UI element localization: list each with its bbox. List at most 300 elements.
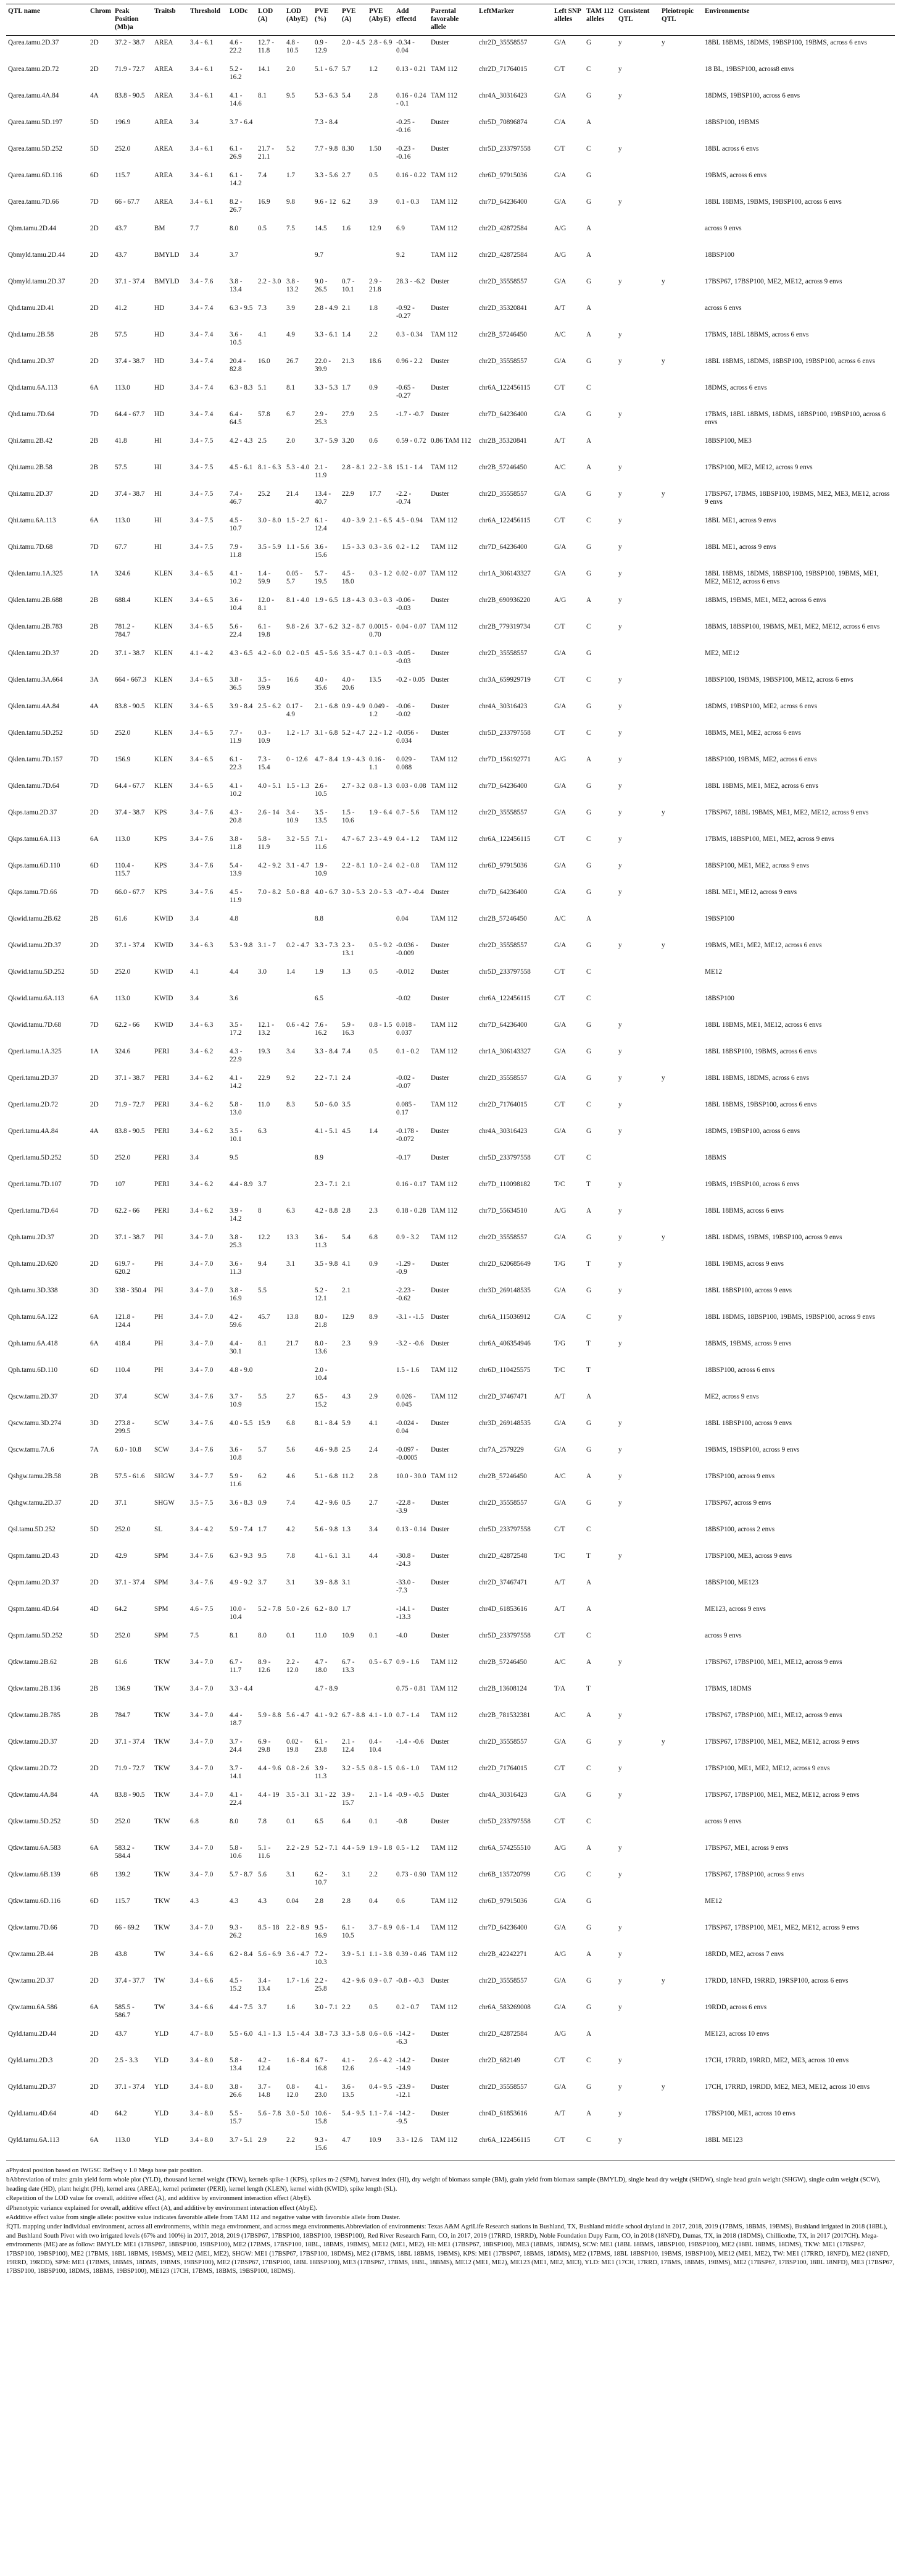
table-cell: y bbox=[618, 703, 622, 710]
table-cell: 4.0 - 6.7 bbox=[315, 889, 338, 896]
table-cell: T bbox=[586, 1366, 591, 1374]
table-cell: 3.4 - 6.2 bbox=[190, 1074, 214, 1082]
table-cell: 14.5 bbox=[315, 225, 327, 232]
table-cell: Qtkw.tamu.2B.136 bbox=[8, 1685, 60, 1692]
table-row bbox=[6, 1921, 895, 1947]
table-cell: 7D bbox=[90, 889, 99, 896]
table-cell: C bbox=[586, 1765, 591, 1772]
table-cell: 6D bbox=[90, 862, 99, 869]
table-row bbox=[6, 381, 895, 408]
table-cell: -0.06 - -0.03 bbox=[396, 596, 415, 613]
table-cell: 18BL 18BMS, ME1, ME2, across 6 envs bbox=[705, 782, 818, 790]
table-cell: 21.4 bbox=[286, 490, 299, 498]
table-row bbox=[6, 1894, 895, 1921]
table-cell: 9.9 bbox=[369, 1340, 378, 1347]
table-cell: 9.2 bbox=[396, 251, 405, 259]
table-cell: 5.4 - 9.5 bbox=[342, 2110, 365, 2117]
table-cell: y bbox=[618, 1712, 622, 1719]
table-cell: Qscw.tamu.3D.274 bbox=[8, 1420, 61, 1427]
table-cell: 18BL 18BMS, 18DMS, 18BSP100, 19BSP100, across 6 envs bbox=[705, 358, 875, 365]
table-cell: Qtkw.tamu.6D.116 bbox=[8, 1897, 60, 1905]
table-cell: 4A bbox=[90, 703, 99, 710]
table-cell: 0.3 - 1.2 bbox=[369, 570, 392, 577]
table-cell: Qkps.tamu.2D.37 bbox=[8, 809, 57, 816]
table-cell: -1.7 - -0.7 bbox=[396, 411, 424, 418]
table-cell: A bbox=[586, 331, 592, 338]
table-cell: 18BL 18DMS, 19BMS, 19BSP100, across 9 envs bbox=[705, 1234, 842, 1241]
table-cell: 1.5 - 10.6 bbox=[342, 809, 355, 825]
table-cell: 17BMS, 18BL 18BMS, 18DMS, 18BSP100, 19BSP100, across 6 envs bbox=[705, 411, 886, 427]
table-cell: 8.9 - 12.6 bbox=[258, 1658, 271, 1675]
table-cell: 8.1 bbox=[286, 384, 295, 391]
table-cell: 17BSP100, ME3, across 9 envs bbox=[705, 1552, 792, 1560]
table-cell: 3.4 - 7.4 bbox=[190, 411, 214, 418]
table-cell: 2.2 - 8.9 bbox=[286, 1924, 310, 1931]
table-cell: 4.4 - 30.1 bbox=[230, 1340, 243, 1356]
table-cell: 0.9 - 12.9 bbox=[315, 39, 328, 55]
table-row bbox=[6, 1204, 895, 1231]
table-row bbox=[6, 1735, 895, 1762]
table-cell: 4.4 - 9.6 bbox=[258, 1765, 281, 1772]
table-cell: 16.0 bbox=[258, 358, 270, 365]
table-cell: 1A bbox=[90, 570, 99, 577]
table-row bbox=[6, 1576, 895, 1602]
table-cell: 3.6 - 10.4 bbox=[230, 596, 243, 613]
table-cell: 41.8 bbox=[115, 437, 127, 445]
table-cell: 0.7 - 5.6 bbox=[396, 809, 420, 816]
table-cell: 0.1 - 0.2 bbox=[396, 1048, 420, 1055]
table-cell: 5.0 - 2.6 bbox=[286, 1605, 310, 1613]
table-cell: 688.4 bbox=[115, 596, 131, 604]
table-cell: y bbox=[618, 411, 622, 418]
table-cell bbox=[660, 726, 703, 753]
table-cell: 3.7 - 14.1 bbox=[230, 1765, 243, 1781]
table-cell: 18.6 bbox=[369, 358, 381, 365]
table-cell: chr2D_35558557 bbox=[479, 2083, 528, 2091]
table-cell: 2.2 - 8.1 bbox=[342, 862, 365, 869]
table-cell: 17BMS, 18BL 18BMS, across 6 envs bbox=[705, 331, 809, 338]
table-cell: 3.4 - 6.1 bbox=[190, 65, 214, 73]
table-cell: 1.6 bbox=[286, 2004, 295, 2011]
table-cell: 3.4 - 7.7 bbox=[190, 1473, 214, 1480]
table-cell: 3.7 - 6.2 bbox=[315, 623, 338, 630]
table-row bbox=[6, 620, 895, 646]
table-cell: 0.3 - 0.3 bbox=[369, 596, 392, 604]
table-cell: 37.4 - 38.7 bbox=[115, 809, 145, 816]
table-cell: chr2D_42872548 bbox=[479, 1552, 528, 1560]
table-cell: C/T bbox=[554, 729, 565, 737]
table-cell: 37.1 - 37.4 bbox=[115, 2083, 145, 2091]
table-cell: 4.2 - 9.2 bbox=[258, 862, 281, 869]
table-cell: 18BSP100 bbox=[705, 251, 734, 259]
table-cell: 3.4 - 7.5 bbox=[190, 464, 214, 471]
table-cell: 113.0 bbox=[113, 2133, 152, 2160]
table-cell bbox=[284, 1363, 313, 1390]
table-cell: y bbox=[618, 92, 622, 99]
table-cell: 6.5 bbox=[315, 1818, 323, 1825]
table-cell: 3.2 - 5.5 bbox=[286, 835, 310, 843]
table-cell: 7D bbox=[90, 756, 99, 763]
table-cell: 3.8 - 16.9 bbox=[230, 1287, 243, 1303]
table-cell: 4.6 bbox=[286, 1473, 295, 1480]
table-cell: 18BL 18BMS, 19BMS, 19BSP100, across 6 envs bbox=[705, 198, 842, 206]
table-cell: Qperi.tamu.7D.107 bbox=[8, 1181, 62, 1188]
table-cell: 2.9 - 21.8 bbox=[369, 278, 382, 294]
table-cell: 5.1 - 6.8 bbox=[315, 1473, 338, 1480]
table-cell: 4.2 - 9.6 bbox=[342, 1977, 365, 1984]
table-cell: 0.6 - 0.6 bbox=[369, 2030, 392, 2038]
table-cell: 0.2 - 4.7 bbox=[286, 942, 310, 949]
table-cell: TKW bbox=[154, 1685, 170, 1692]
table-cell: SCW bbox=[154, 1446, 170, 1453]
table-cell: 3.7 - 14.8 bbox=[258, 2083, 271, 2099]
table-cell: 17BMS, 18DMS bbox=[705, 1685, 752, 1692]
table-cell: HI bbox=[154, 490, 162, 498]
table-cell: y bbox=[618, 942, 622, 949]
table-cell: HI bbox=[154, 543, 162, 551]
table-cell: 3.1 bbox=[342, 1871, 351, 1878]
table-cell: C/G bbox=[554, 1871, 566, 1878]
table-cell: 25.2 bbox=[258, 490, 270, 498]
table-cell: Qscw.tamu.2D.37 bbox=[8, 1393, 58, 1400]
table-cell bbox=[617, 1629, 660, 1655]
table-cell: 6.1 - 22.3 bbox=[230, 756, 243, 772]
table-cell: G bbox=[586, 889, 592, 896]
table-cell: Qtw.tamu.2D.37 bbox=[8, 1977, 54, 1984]
table-cell: Qperi.tamu.4A.84 bbox=[8, 1127, 59, 1135]
table-cell: AREA bbox=[154, 65, 173, 73]
table-cell: Qtw.tamu.2B.44 bbox=[8, 1951, 54, 1958]
table-cell: chr3D_269148535 bbox=[479, 1287, 531, 1294]
table-cell: 0.6 - 4.2 bbox=[286, 1021, 310, 1029]
table-cell: 12.2 bbox=[258, 1234, 270, 1241]
table-cell bbox=[660, 169, 703, 195]
table-cell: 0.9 bbox=[369, 1260, 378, 1268]
table-cell: TAM 112 bbox=[431, 1021, 458, 1029]
table-cell bbox=[284, 912, 313, 939]
table-cell: -0.17 bbox=[396, 1154, 411, 1161]
table-cell: -0.8 bbox=[396, 1818, 407, 1825]
table-cell: 5.1 - 11.6 bbox=[258, 1844, 271, 1860]
table-cell: 3.5 - 13.5 bbox=[315, 809, 328, 825]
table-cell: -0.024 - 0.04 bbox=[396, 1420, 418, 1436]
table-cell: 0.2 - 1.2 bbox=[396, 543, 420, 551]
table-cell: TAM 112 bbox=[431, 172, 458, 179]
table-cell: chr5D_233797558 bbox=[479, 1526, 531, 1533]
table-cell: KWID bbox=[154, 968, 173, 976]
table-cell: 5.5 - 15.7 bbox=[230, 2110, 243, 2126]
table-cell: TAM 112 bbox=[431, 1393, 458, 1400]
table-cell: KPS bbox=[154, 889, 167, 896]
table-cell: G bbox=[586, 1021, 592, 1029]
table-cell: 37.4 - 38.7 bbox=[115, 358, 145, 365]
table-cell: 18BSP100, ME3 bbox=[705, 437, 752, 445]
table-cell: 3.5 - 7.5 bbox=[190, 1499, 214, 1507]
table-cell: C/T bbox=[554, 1526, 565, 1533]
table-cell: chr2D_682149 bbox=[479, 2057, 521, 2064]
table-cell: 3.3 - 5.8 bbox=[342, 2030, 365, 2038]
table-cell: chr2D_35558557 bbox=[479, 1074, 528, 1082]
table-cell: 2B bbox=[90, 1685, 99, 1692]
table-cell: TKW bbox=[154, 1765, 170, 1772]
table-cell: C bbox=[586, 1526, 591, 1533]
table-cell: TAM 112 bbox=[431, 1712, 458, 1719]
table-cell: -0.036 - -0.009 bbox=[396, 942, 418, 958]
table-cell: 0.3 - 0.34 bbox=[396, 331, 423, 338]
table-cell: 2D bbox=[90, 1552, 99, 1560]
table-cell bbox=[660, 992, 703, 1018]
table-cell: 5.6 - 6.9 bbox=[258, 1951, 281, 1958]
table-cell: 11.0 bbox=[258, 1101, 270, 1108]
table-cell: 6.8 bbox=[369, 1234, 378, 1241]
table-cell: G/A bbox=[554, 1897, 567, 1905]
table-cell: Qspm.tamu.2D.37 bbox=[8, 1579, 59, 1586]
table-cell: Qsl.tamu.5D.252 bbox=[8, 1526, 56, 1533]
table-cell: 2D bbox=[90, 1499, 99, 1507]
table-cell: y bbox=[618, 1260, 622, 1268]
table-cell: TAM 112 bbox=[431, 782, 458, 790]
table-row bbox=[6, 461, 895, 487]
table-cell: 4.6 - 22.2 bbox=[230, 39, 243, 55]
table-cell: 2D bbox=[90, 1393, 99, 1400]
table-cell: TAM 112 bbox=[431, 1871, 458, 1878]
table-cell: 6A bbox=[90, 2004, 99, 2011]
table-cell: 2.3 - 4.9 bbox=[369, 835, 392, 843]
table-cell: 3.4 - 6.5 bbox=[190, 596, 214, 604]
table-cell bbox=[340, 248, 367, 275]
table-cell: 3.4 - 6.5 bbox=[190, 570, 214, 577]
table-cell: 3.9 - 14.2 bbox=[230, 1207, 243, 1223]
table-cell: across 9 envs bbox=[705, 1632, 742, 1639]
table-cell: 3.4 - 7.4 bbox=[190, 304, 214, 312]
table-cell: 2D bbox=[90, 1579, 99, 1586]
table-cell: A/G bbox=[554, 596, 567, 604]
table-cell: 2D bbox=[90, 1074, 99, 1082]
table-cell: 3.4 - 7.0 bbox=[190, 1791, 214, 1799]
table-cell: G/A bbox=[554, 782, 567, 790]
table-cell: 16.9 bbox=[258, 198, 270, 206]
table-cell: y bbox=[618, 729, 622, 737]
table-cell: y bbox=[618, 1738, 622, 1746]
table-cell: 4.4 - 18.7 bbox=[230, 1712, 243, 1728]
table-cell: 2B bbox=[90, 1473, 99, 1480]
table-cell: 11.2 bbox=[342, 1473, 354, 1480]
table-cell: PH bbox=[154, 1287, 164, 1294]
table-cell bbox=[367, 1682, 394, 1708]
table-cell: 17CH, 17RRD, 19RDD, ME2, ME3, ME12, across 10 envs bbox=[705, 2083, 870, 2091]
table-cell: 2.2 bbox=[342, 2004, 351, 2011]
table-cell: 8.5 - 18 bbox=[258, 1924, 280, 1931]
table-cell bbox=[660, 912, 703, 939]
table-cell: chr2D_620685649 bbox=[479, 1260, 531, 1268]
table-cell: 57.5 bbox=[115, 464, 127, 471]
table-cell: KPS bbox=[154, 835, 167, 843]
table-cell: 0.05 - 5.7 bbox=[286, 570, 303, 586]
table-cell bbox=[256, 1682, 284, 1708]
table-cell bbox=[660, 1523, 703, 1549]
table-cell: 4.9 bbox=[286, 331, 295, 338]
table-cell: -0.178 - -0.072 bbox=[396, 1127, 418, 1144]
table-cell: 2.2 - 3.0 bbox=[258, 278, 281, 285]
table-row bbox=[6, 779, 895, 806]
table-cell bbox=[660, 540, 703, 567]
table-cell: 6.1 - 26.9 bbox=[230, 145, 243, 161]
table-cell: 0.7 - 1.4 bbox=[396, 1712, 420, 1719]
table-cell: 3.7 - 6.4 bbox=[230, 119, 253, 126]
table-footnotes bbox=[6, 2167, 895, 2277]
table-row bbox=[6, 434, 895, 461]
table-cell: chr4D_61853616 bbox=[479, 1605, 528, 1613]
table-cell: 18BMS, 19BMS, ME1, ME2, across 6 envs bbox=[705, 596, 826, 604]
table-cell: 3.1 bbox=[342, 1552, 351, 1560]
table-cell: Duster bbox=[431, 1579, 449, 1586]
table-cell: 2.0 - 10.4 bbox=[315, 1366, 328, 1382]
table-cell: Qtkw.tamu.6B.139 bbox=[8, 1871, 60, 1878]
table-cell: 0.02 - 0.07 bbox=[396, 570, 426, 577]
table-cell: Qhd.tamu.6A.113 bbox=[8, 384, 58, 391]
table-cell: Qarea.tamu.5D.252 bbox=[8, 145, 62, 153]
table-cell: Qshgw.tamu.2B.58 bbox=[8, 1473, 61, 1480]
table-row bbox=[6, 1602, 895, 1629]
table-cell: A/G bbox=[554, 2030, 567, 2038]
table-cell: 0.9 bbox=[258, 1499, 267, 1507]
table-cell: 19BMS, 19BSP100, across 6 envs bbox=[705, 1181, 800, 1188]
table-cell: G bbox=[586, 1977, 592, 1984]
table-row bbox=[6, 1416, 895, 1443]
table-cell: 19BSP100 bbox=[705, 915, 734, 922]
table-cell: 7.2 - 10.3 bbox=[315, 1951, 328, 1967]
table-cell: 18BSP100 bbox=[705, 995, 734, 1002]
table-cell: 6A bbox=[90, 995, 99, 1002]
table-cell: chr7A_2579229 bbox=[479, 1446, 524, 1453]
table-cell bbox=[660, 89, 703, 115]
table-cell bbox=[660, 2027, 703, 2054]
table-cell: chr2D_37467471 bbox=[479, 1579, 528, 1586]
table-row bbox=[6, 301, 895, 328]
table-cell bbox=[617, 1894, 660, 1921]
table-cell bbox=[284, 992, 313, 1018]
table-cell: SCW bbox=[154, 1420, 170, 1427]
table-cell bbox=[617, 1576, 660, 1602]
table-cell: 2.7 bbox=[342, 172, 351, 179]
table-cell: 22.9 bbox=[258, 1074, 270, 1082]
table-cell: AREA bbox=[154, 119, 173, 126]
table-cell: 3.7 - 24.4 bbox=[230, 1738, 243, 1754]
table-cell: 17BSP67, 17BSP100, ME1, ME12, across 9 envs bbox=[705, 1658, 842, 1666]
table-cell: C bbox=[586, 1632, 591, 1639]
table-cell: y bbox=[662, 809, 665, 816]
table-cell: Duster bbox=[431, 2030, 449, 2038]
table-cell: 2D bbox=[90, 942, 99, 949]
table-cell: A/G bbox=[554, 1844, 567, 1852]
table-cell: 1.3 bbox=[342, 968, 351, 976]
table-cell: Duster bbox=[431, 1074, 449, 1082]
table-cell: 7D bbox=[90, 543, 99, 551]
table-cell: -0.92 - -0.27 bbox=[396, 304, 415, 320]
table-cell: 0.04 bbox=[396, 915, 409, 922]
table-cell: chr3D_269148535 bbox=[479, 1420, 531, 1427]
table-cell: Duster bbox=[431, 2057, 449, 2064]
table-cell: TAM 112 bbox=[431, 1181, 458, 1188]
table-cell: y bbox=[618, 464, 622, 471]
table-cell: 0.5 bbox=[342, 1499, 351, 1507]
table-cell: -0.097 - -0.0005 bbox=[396, 1446, 418, 1462]
table-cell: 0.03 - 0.08 bbox=[396, 782, 426, 790]
table-cell: TAM 112 bbox=[431, 225, 458, 232]
table-cell: 6.1 - 23.8 bbox=[315, 1738, 328, 1754]
table-cell bbox=[367, 1602, 394, 1629]
table-cell: chr4A_30316423 bbox=[479, 92, 528, 99]
table-cell: Qperi.tamu.1A.325 bbox=[8, 1048, 62, 1055]
table-cell: 9.0 - 26.5 bbox=[315, 278, 328, 294]
table-cell: PERI bbox=[154, 1127, 170, 1135]
table-cell: chr2D_42872584 bbox=[479, 251, 528, 259]
table-cell: T bbox=[586, 1181, 591, 1188]
table-cell: 6.2 bbox=[342, 198, 351, 206]
table-cell: 2D bbox=[90, 225, 99, 232]
table-cell: 5.2 - 16.2 bbox=[230, 65, 243, 82]
table-cell: G/A bbox=[554, 1420, 567, 1427]
table-cell: Duster bbox=[431, 2110, 449, 2117]
table-cell: 0.75 - 0.81 bbox=[396, 1685, 426, 1692]
table-cell: Qklen.tamu.3A.664 bbox=[8, 676, 63, 684]
table-cell: TKW bbox=[154, 1924, 170, 1931]
table-cell: Qhd.tamu.2B.58 bbox=[8, 331, 54, 338]
table-cell bbox=[256, 912, 284, 939]
table-cell: 4.1 - 10.2 bbox=[230, 570, 243, 586]
table-cell: C/T bbox=[554, 835, 565, 843]
table-cell: G/A bbox=[554, 862, 567, 869]
table-cell: PERI bbox=[154, 1101, 170, 1108]
table-row bbox=[6, 115, 895, 142]
table-cell: ME123, across 9 envs bbox=[705, 1605, 766, 1613]
table-cell: 7.4 bbox=[342, 1048, 351, 1055]
table-cell: chr7D_55634510 bbox=[479, 1207, 528, 1215]
table-cell bbox=[617, 646, 660, 673]
table-cell: 2B bbox=[90, 623, 99, 630]
table-cell: 3.7 bbox=[258, 1181, 267, 1188]
table-cell: 7.7 - 11.9 bbox=[230, 729, 243, 745]
table-cell: 3.4 - 6.5 bbox=[190, 729, 214, 737]
table-cell: 19RDD, across 6 envs bbox=[705, 2004, 767, 2011]
table-row bbox=[6, 1018, 895, 1045]
table-cell bbox=[660, 1894, 703, 1921]
table-cell bbox=[367, 248, 394, 275]
table-cell: 3.6 - 11.3 bbox=[230, 1260, 243, 1276]
table-cell: 5.0 - 8.8 bbox=[286, 889, 310, 896]
table-cell: 2D bbox=[90, 1234, 99, 1241]
table-cell: y bbox=[618, 1791, 622, 1799]
table-cell bbox=[660, 1098, 703, 1124]
footnote: cRepetition of the LOD value for overall, additive effect (A), and additive by environment interaction effect (AbyE). bbox=[6, 2195, 312, 2202]
table-cell: 5.7 bbox=[342, 65, 351, 73]
table-cell: Qarea.tamu.5D.197 bbox=[8, 119, 62, 126]
table-cell: 3.4 - 7.5 bbox=[190, 490, 214, 498]
table-cell: Qtkw.tamu.2D.37 bbox=[8, 1738, 57, 1746]
table-cell: C bbox=[586, 1101, 591, 1108]
table-cell: 4A bbox=[90, 92, 99, 99]
table-cell: chr2D_42872584 bbox=[479, 225, 528, 232]
table-row bbox=[6, 2001, 895, 2027]
table-cell: 196.9 bbox=[115, 119, 131, 126]
table-cell: SPM bbox=[154, 1579, 168, 1586]
table-cell: Qspm.tamu.2D.43 bbox=[8, 1552, 59, 1560]
table-cell: C bbox=[586, 623, 591, 630]
table-cell: 3.8 - 13.4 bbox=[230, 278, 243, 294]
table-cell bbox=[340, 115, 367, 142]
table-cell: chr2D_35558557 bbox=[479, 1499, 528, 1507]
table-cell: 252.0 bbox=[115, 1818, 131, 1825]
